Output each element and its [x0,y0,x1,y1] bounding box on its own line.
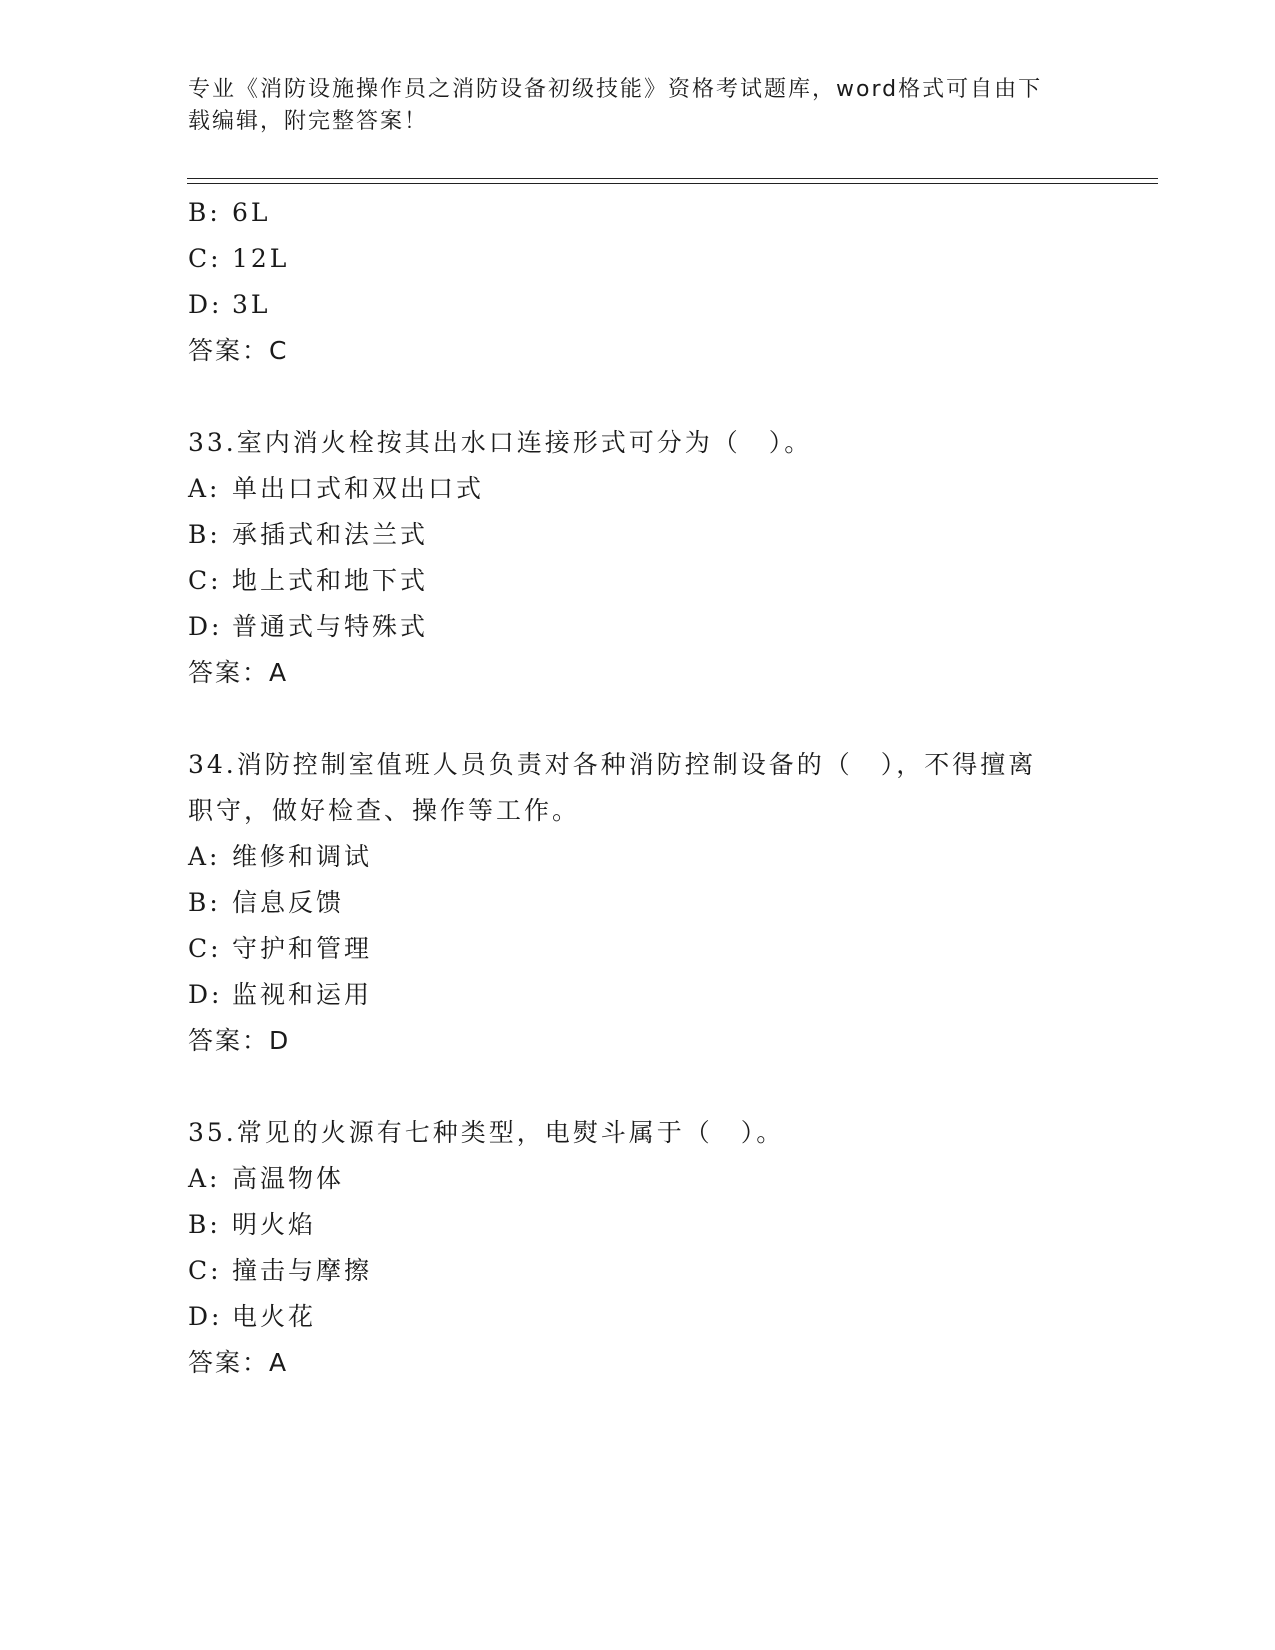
option-c: C: 12L [188,244,290,273]
header-rule-top [187,178,1158,179]
option-d: D: 电火花 [188,1302,317,1331]
question-stem: 33.室内消火栓按其出水口连接形式可分为（ ）。 [188,428,813,457]
option-a: A: 单出口式和双出口式 [188,474,485,503]
question-32-tail [188,190,1088,374]
question-33 [188,420,1088,696]
option-c: C: 地上式和地下式 [188,566,429,595]
header-rule-bottom [187,183,1158,184]
question-stem: 34.消防控制室值班人员负责对各种消防控制设备的（ ），不得擅离 [188,750,1037,779]
question-list [188,190,1088,1386]
option-d: D: 普通式与特殊式 [188,612,429,641]
document-header [188,74,1088,138]
answer: 答案：A [188,1348,289,1377]
option-a: A: 高温物体 [188,1164,345,1193]
question-35 [188,1110,1088,1386]
option-c: C: 撞击与摩擦 [188,1256,373,1285]
option-d: D: 3L [188,290,271,319]
question-34 [188,742,1088,1064]
question-stem-continued: 职守，做好检查、操作等工作。 [188,796,581,825]
option-c: C: 守护和管理 [188,934,373,963]
option-b: B: 6L [188,198,271,227]
answer: 答案：C [188,336,289,365]
header-line-2: 载编辑，附完整答案！ [188,109,429,134]
option-b: B: 信息反馈 [188,888,345,917]
header-line-1: 专业《消防设施操作员之消防设备初级技能》资格考试题库，word格式可自由下 [188,77,1043,102]
question-stem: 35.常见的火源有七种类型，电熨斗属于（ ）。 [188,1118,785,1147]
option-a: A: 维修和调试 [188,842,373,871]
option-b: B: 承插式和法兰式 [188,520,429,549]
answer: 答案：A [188,658,289,687]
option-b: B: 明火焰 [188,1210,317,1239]
answer: 答案：D [188,1026,291,1055]
option-d: D: 监视和运用 [188,980,373,1009]
